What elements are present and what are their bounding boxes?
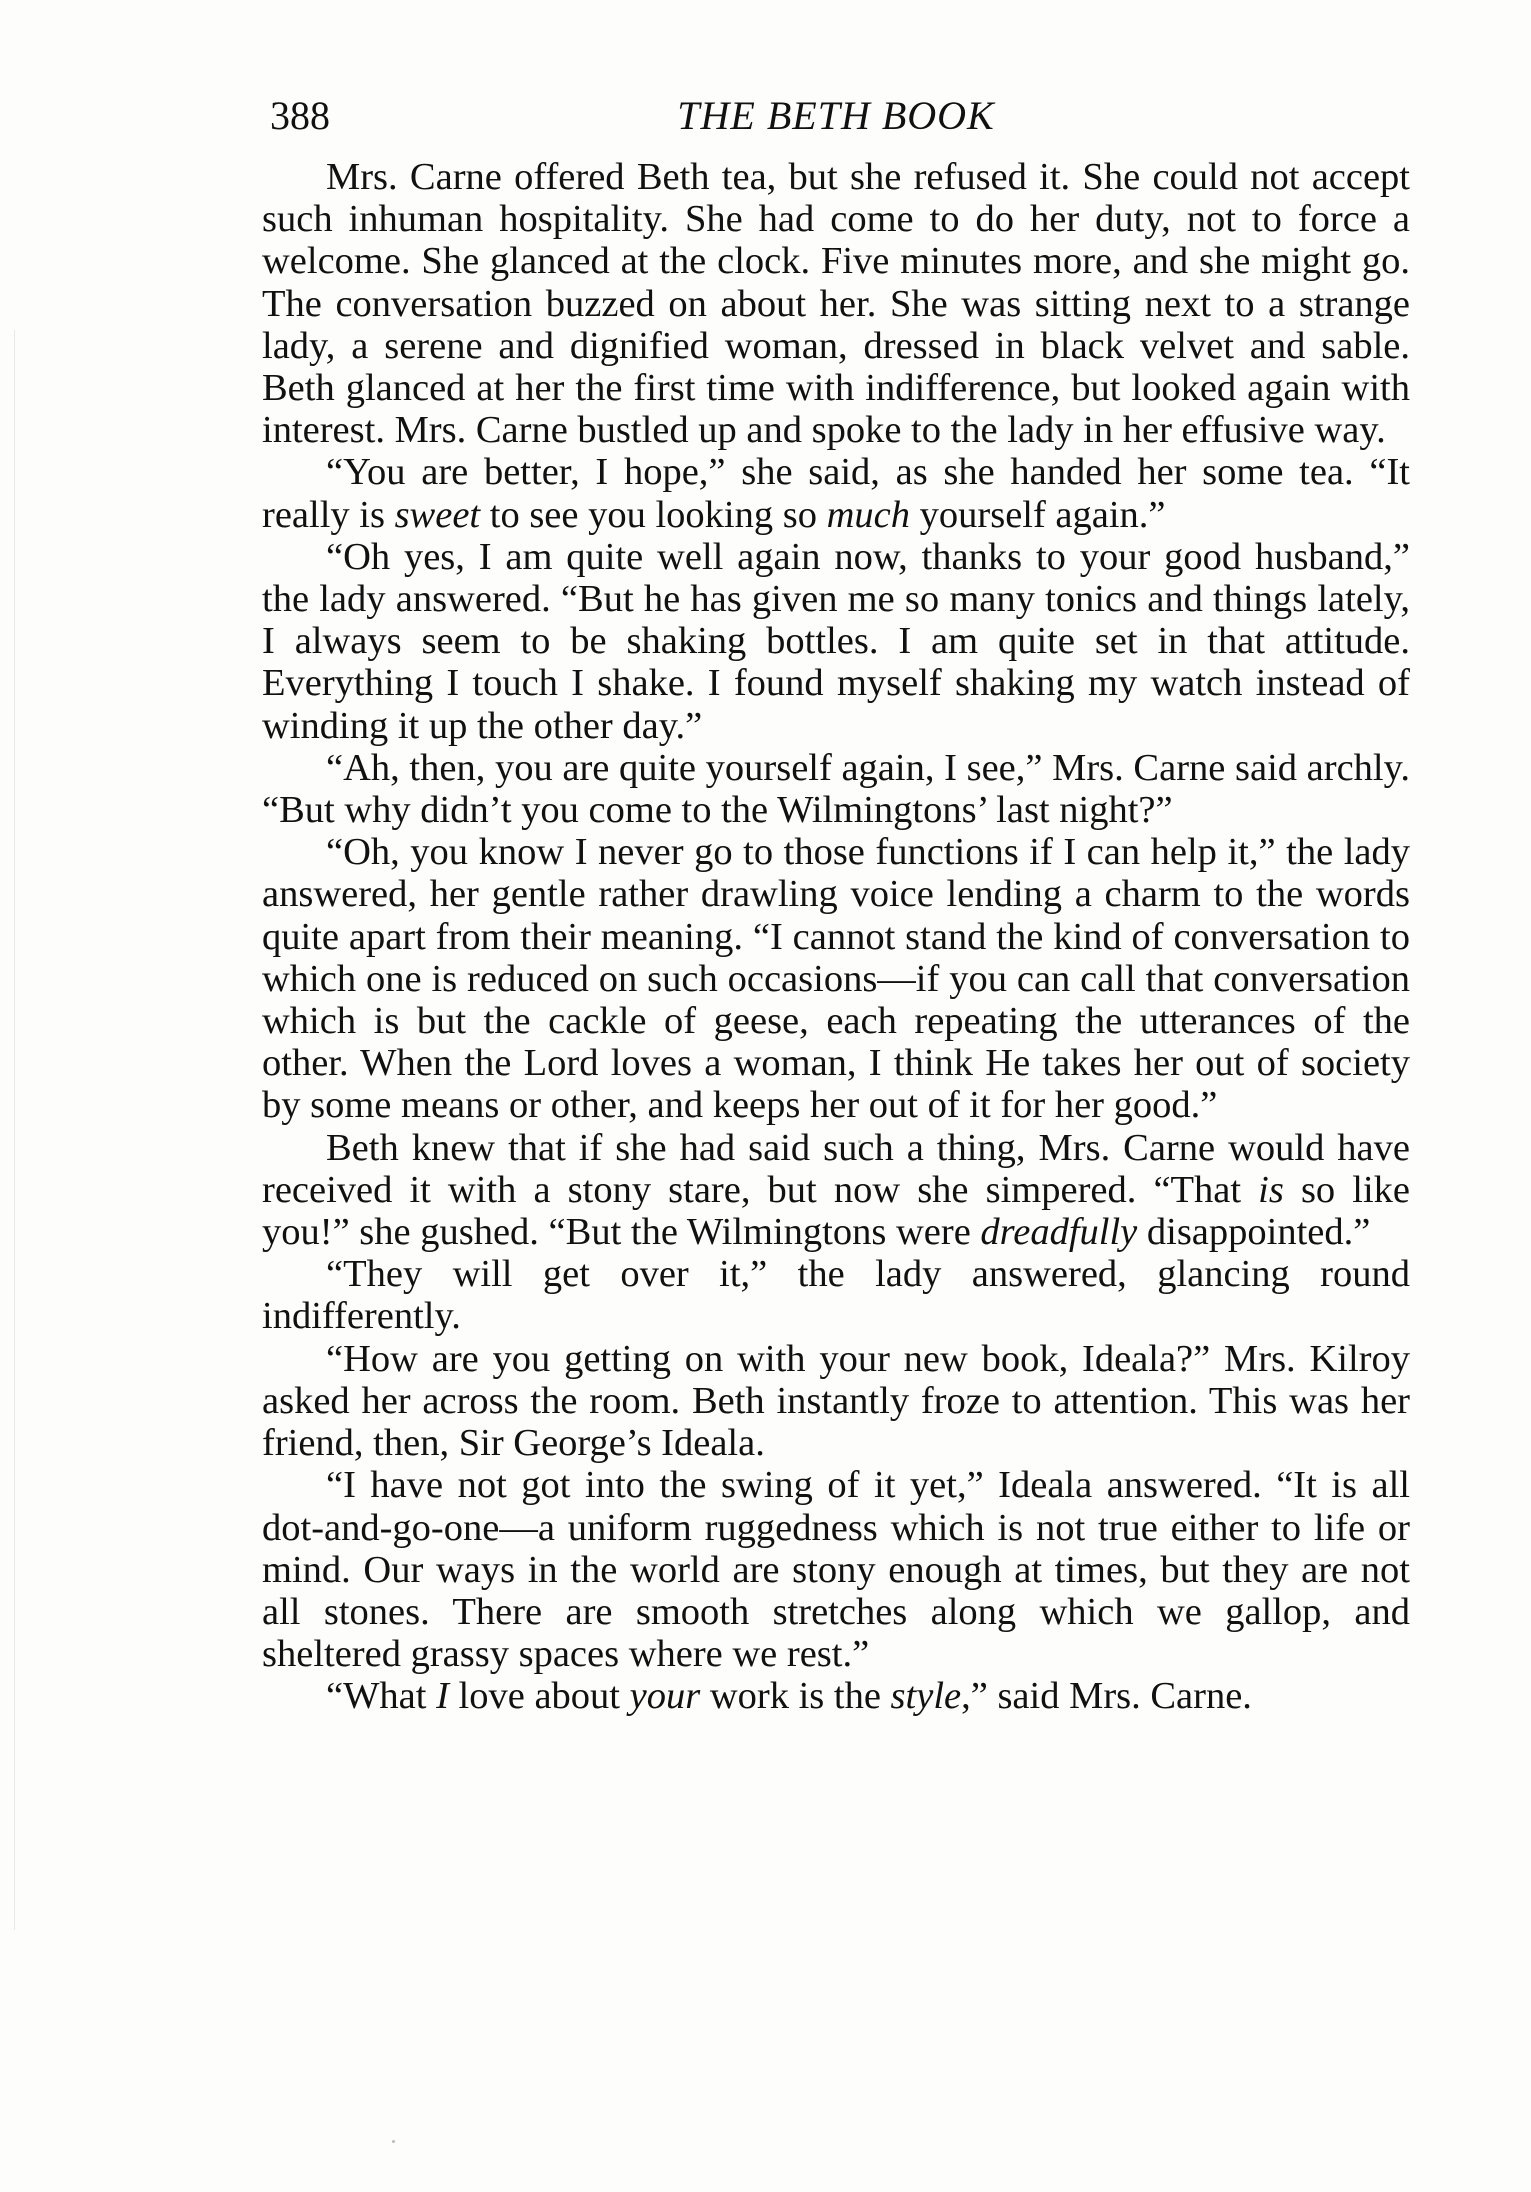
paragraph bbox=[262, 1253, 1410, 1337]
text-run: to see you looking so bbox=[480, 493, 827, 536]
text-run: “Oh yes, I am quite well again now, thanks to your good husband,” the lady answered. “But he has given me so many tonics and things lately, I always seem to be shaking bottles. I am quite set in that attitude. Everything I touch I shake. I found myself shaking my watch instead of winding it up the other day.” bbox=[262, 535, 1410, 747]
paragraph bbox=[262, 1464, 1410, 1675]
text-run: “Ah, then, you are quite yourself again, I see,” Mrs. Carne said archly. “But why didn’t you come to the Wilmingtons’ last night?” bbox=[262, 746, 1410, 832]
text-run: so like you!” she gushed. “But the Wilmingtons were bbox=[262, 1168, 1410, 1254]
book-page bbox=[262, 88, 1410, 1718]
body-text bbox=[262, 156, 1410, 1718]
paragraph bbox=[262, 451, 1410, 535]
text-run: work is the bbox=[700, 1675, 891, 1718]
scan-edge-mark bbox=[14, 330, 15, 1930]
italic-text: your bbox=[629, 1675, 701, 1718]
paragraph bbox=[262, 747, 1410, 831]
text-run: disappointed.” bbox=[1137, 1211, 1371, 1254]
italic-text: sweet bbox=[394, 493, 481, 536]
text-run: yourself again.” bbox=[910, 493, 1166, 536]
paragraph bbox=[262, 1675, 1410, 1717]
text-run: “How are you getting on with your new book, Ideala?” Mrs. Kilroy asked her across the room. Beth instantly froze to attention. This was her friend, then, Sir George’s Ideala. bbox=[262, 1337, 1410, 1465]
text-run: “What bbox=[326, 1675, 437, 1718]
text-run: Mrs. Carne offered Beth tea, but she refused it. She could not accept such inhuman hospitality. She had come to do her duty, not to force a welcome. She glanced at the clock. Five minutes more, and she might go. The conversation buzzed on about her. She was sitting next to a strange lady, a serene and dignified woman, dressed in black velvet and sable. Beth glanced at her the first time with indifference, but looked again with interest. Mrs. Carne bustled up and spoke to the lady in her effusive way. bbox=[262, 156, 1410, 452]
italic-text: style bbox=[890, 1675, 962, 1718]
italic-text: I bbox=[436, 1675, 449, 1718]
text-run: “They will get over it,” the lady answered, glancing round indifferently. bbox=[262, 1253, 1410, 1338]
paragraph bbox=[262, 536, 1410, 747]
text-run: Beth knew that if she had said such a thing, Mrs. Carne would have received it with a stony stare, but now she simpered. “That bbox=[262, 1126, 1410, 1211]
scan-speck bbox=[392, 2140, 395, 2143]
running-title: THE BETH BOOK bbox=[677, 93, 995, 138]
text-run: “You are better, I hope,” she said, as she handed her some tea. “It really is bbox=[262, 451, 1410, 536]
text-run: love about bbox=[448, 1675, 630, 1718]
italic-text: dreadfully bbox=[980, 1211, 1138, 1254]
paragraph bbox=[262, 831, 1410, 1126]
text-run: ,” said Mrs. Carne. bbox=[961, 1675, 1252, 1718]
text-run: “I have not got into the swing of it yet,” Ideala answered. “It is all dot-and-go-one—a uniform ruggedness which is not true either to life or mind. Our ways in the world are stony enough at times, but they are not all stones. There are smooth stretches along which we gallop, and sheltered grassy spaces where we rest.” bbox=[262, 1464, 1410, 1676]
italic-text: much bbox=[826, 493, 911, 536]
page-header bbox=[262, 88, 1410, 150]
paragraph bbox=[262, 1338, 1410, 1465]
page-number: 388 bbox=[270, 93, 330, 138]
text-run: “Oh, you know I never go to those functions if I can help it,” the lady answered, her gentle rather drawling voice lending a charm to the words quite apart from their meaning. “I cannot stand the kind of conversation to which one is reduced on such occasions—if you can call that conversation which is but the cackle of geese, each repeating the utterances of the other. When the Lord loves a woman, I think He takes her out of society by some means or other, and keeps her out of it for her good.” bbox=[262, 831, 1410, 1127]
paragraph bbox=[262, 1127, 1410, 1254]
paragraph bbox=[262, 156, 1410, 451]
italic-text: is bbox=[1258, 1168, 1284, 1211]
